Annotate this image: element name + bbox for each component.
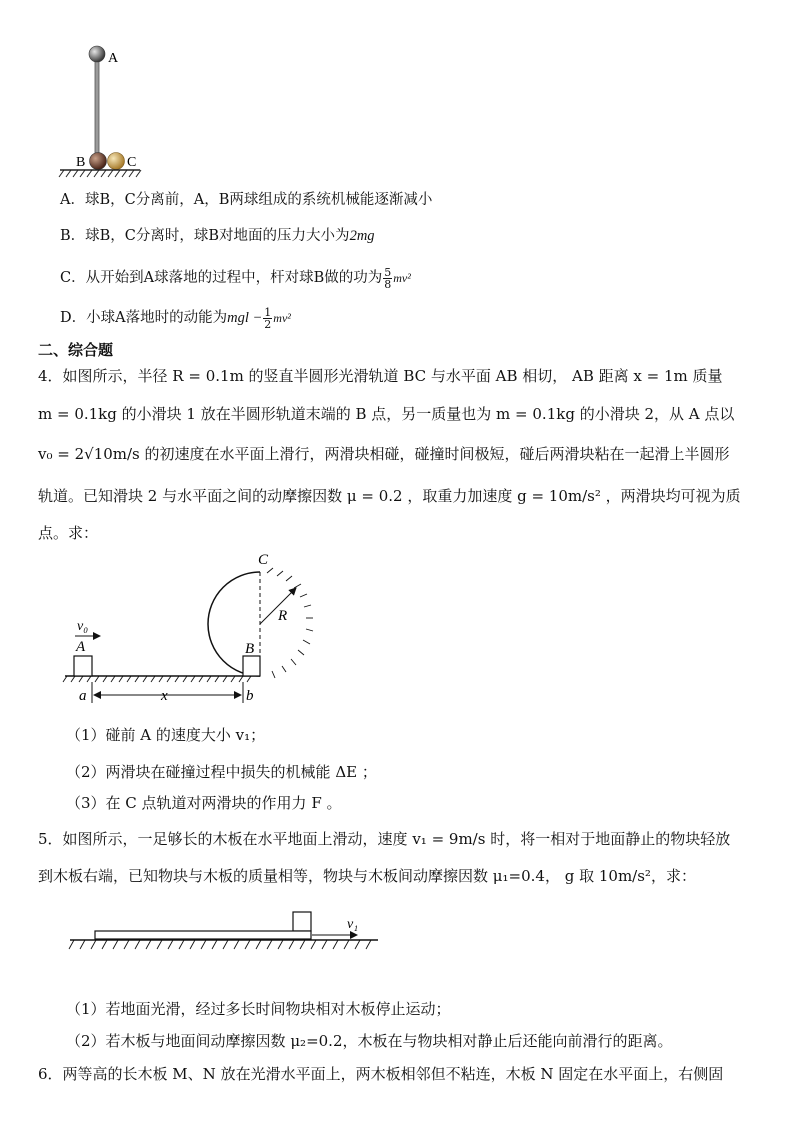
block-a bbox=[74, 656, 92, 676]
section-heading: 二、综合题 bbox=[38, 341, 114, 359]
figure-semicircle-track bbox=[55, 548, 335, 706]
label-a: A bbox=[108, 51, 119, 66]
label-b-small: b bbox=[246, 688, 254, 704]
q5-line-2: 到木板右端，已知物块与木板的质量相等，物块与木板间动摩擦因数 μ₁=0.4， g 取 10m/s²，求： bbox=[38, 867, 696, 885]
rod bbox=[95, 59, 99, 153]
label-v0: v₀ bbox=[77, 619, 89, 634]
q4-sub-3: （3）在 C 点轨道对两滑块的作用力 F 。 bbox=[66, 794, 342, 812]
option-c: C．从开始到A球落地的过程中，杆对球B做的功为 $\frac{5}{8}$ mv² bbox=[60, 265, 411, 291]
figure-board-block bbox=[60, 905, 390, 965]
option-d: D．小球A落地时的动能为mgl − $\frac{1}{2}$ mv² bbox=[60, 305, 291, 331]
q6-line-1: 6．两等高的长木板 M、N 放在光滑水平面上，两木板相邻但不粘连，木板 N 固定在水平面上，右侧固 bbox=[38, 1065, 724, 1083]
ball-b bbox=[90, 153, 107, 170]
option-b: B．球B，C分离时，球B对地面的压力大小为2mg bbox=[60, 228, 375, 244]
label-b: B bbox=[245, 641, 255, 657]
q4-line-3: v₀ = 2√10m/s 的初速度在水平面上滑行，两滑块相碰，碰撞时间极短，碰后两滑块粘在一起滑上半圆形 bbox=[38, 445, 730, 463]
label-r: R bbox=[278, 608, 288, 624]
label-x: x bbox=[161, 688, 168, 704]
q5-sub-2: （2）若木板与地面间动摩擦因数 μ₂=0.2，木板在与物块相对静止后还能向前滑行的距离。 bbox=[66, 1032, 673, 1050]
board bbox=[95, 931, 311, 939]
ball-a bbox=[89, 46, 105, 62]
q4-line-2: m = 0.1kg 的小滑块 1 放在半圆形轨道末端的 B 点，另一质量也为 m = 0.1kg 的小滑块 2，从 A 点以 bbox=[38, 405, 735, 423]
label-c: C bbox=[258, 552, 269, 568]
option-a: A．球B，C分离前，A，B两球组成的系统机械能逐渐减小 bbox=[60, 192, 433, 208]
q4-line-5: 点。求： bbox=[38, 524, 99, 542]
block-b bbox=[243, 656, 260, 676]
q4-sub-1: （1）碰前 A 的速度大小 v₁； bbox=[66, 726, 266, 744]
label-c: C bbox=[127, 155, 137, 170]
q5-sub-1: （1）若地面光滑，经过多长时间物块相对木板停止运动； bbox=[66, 1000, 451, 1018]
q4-line-4: 轨道。已知滑块 2 与水平面之间的动摩擦因数 μ = 0.2 ，取重力加速度 g = 10m/s² ，两滑块均可视为质 bbox=[38, 487, 741, 505]
label-b: B bbox=[76, 155, 86, 170]
label-v1: v₁ bbox=[347, 917, 359, 932]
q4-line-1: 4．如图所示，半径 R = 0.1m 的竖直半圆形光滑轨道 BC 与水平面 AB 相切， AB 距离 x = 1m 质量 bbox=[38, 367, 723, 385]
block bbox=[293, 912, 311, 931]
q4-sub-2: （2）两滑块在碰撞过程中损失的机械能 ΔE ； bbox=[66, 763, 377, 781]
ball-c bbox=[108, 153, 125, 170]
label-a-small: a bbox=[79, 688, 87, 704]
q5-line-1: 5．如图所示，一足够长的木板在水平地面上滑动，速度 v₁ = 9m/s 时，将一相对于地面静止的物块轻放 bbox=[38, 830, 731, 848]
figure-rod-balls bbox=[55, 38, 165, 180]
label-a: A bbox=[76, 639, 86, 655]
